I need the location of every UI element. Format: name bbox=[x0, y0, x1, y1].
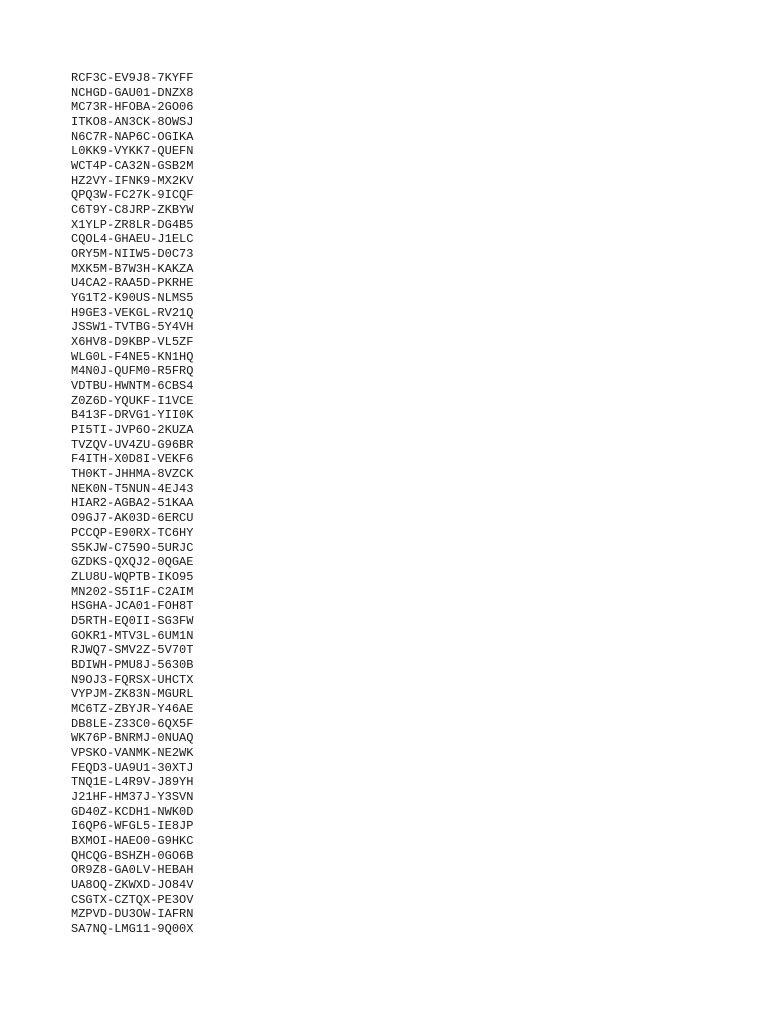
code-line: S5KJW-C759O-5URJC bbox=[71, 540, 194, 555]
code-line: FEQD3-UA9U1-30XTJ bbox=[71, 760, 194, 775]
code-line: N9OJ3-FQRSX-UHCTX bbox=[71, 672, 194, 687]
code-line: J21HF-HM37J-Y3SVN bbox=[71, 789, 194, 804]
code-line: DB8LE-Z33C0-6QX5F bbox=[71, 716, 194, 731]
code-line: RJWQ7-SMV2Z-5V70T bbox=[71, 643, 194, 658]
code-line: X6HV8-D9KBP-VL5ZF bbox=[71, 335, 194, 350]
code-line: X1YLP-ZR8LR-DG4B5 bbox=[71, 217, 194, 232]
code-line: N6C7R-NAP6C-OGIKA bbox=[71, 129, 194, 144]
code-line: ZLU8U-WQPTB-IKO95 bbox=[71, 569, 194, 584]
code-line: RCF3C-EV9J8-7KYFF bbox=[71, 71, 194, 85]
code-line: NEK0N-T5NUN-4EJ43 bbox=[71, 481, 194, 496]
code-line: D5RTH-EQ0II-SG3FW bbox=[71, 613, 194, 628]
code-line: TNQ1E-L4R9V-J89YH bbox=[71, 775, 194, 790]
code-line: GOKR1-MTV3L-6UM1N bbox=[71, 628, 194, 643]
code-line: HZ2VY-IFNK9-MX2KV bbox=[71, 173, 194, 188]
code-line: MN202-S5I1F-C2AIM bbox=[71, 584, 194, 599]
code-line: C6T9Y-C8JRP-ZKBYW bbox=[71, 203, 194, 218]
code-line: WLG0L-F4NE5-KN1HQ bbox=[71, 349, 194, 364]
code-line: YG1T2-K90US-NLMS5 bbox=[71, 291, 194, 306]
code-line: UA8OQ-ZKWXD-JO84V bbox=[71, 877, 194, 892]
code-line: HSGHA-JCA01-FOH8T bbox=[71, 599, 194, 614]
code-line: MXK5M-B7W3H-KAKZA bbox=[71, 261, 194, 276]
code-line: OR9Z8-GA0LV-HEBAH bbox=[71, 863, 194, 878]
code-line: NCHGD-GAU01-DNZX8 bbox=[71, 85, 194, 100]
code-line: WCT4P-CA32N-GSB2M bbox=[71, 159, 194, 174]
code-line: TVZQV-UV4ZU-G96BR bbox=[71, 437, 194, 452]
code-line: M4N0J-QUFM0-R5FRQ bbox=[71, 364, 194, 379]
code-line: GD40Z-KCDH1-NWK0D bbox=[71, 804, 194, 819]
code-line: MZPVD-DU3OW-IAFRN bbox=[71, 907, 194, 922]
code-list bbox=[71, 71, 193, 937]
code-line: SA7NQ-LMG11-9Q00X bbox=[71, 921, 194, 936]
code-line: O9GJ7-AK03D-6ERCU bbox=[71, 511, 194, 526]
code-line: I6QP6-WFGL5-IE8JP bbox=[71, 819, 194, 834]
code-line: ORY5M-NIIW5-D0C73 bbox=[71, 247, 194, 262]
code-line: QPQ3W-FC27K-9ICQF bbox=[71, 188, 194, 203]
code-line: HIAR2-AGBA2-51KAA bbox=[71, 496, 194, 511]
code-line: JSSW1-TVTBG-5Y4VH bbox=[71, 320, 194, 335]
code-line: CQOL4-GHAEU-J1ELC bbox=[71, 232, 194, 247]
code-line: L0KK9-VYKK7-QUEFN bbox=[71, 144, 194, 159]
code-line: U4CA2-RAA5D-PKRHE bbox=[71, 276, 194, 291]
code-line: MC73R-HFOBA-2GO06 bbox=[71, 100, 194, 115]
code-line: PCCQP-E90RX-TC6HY bbox=[71, 525, 194, 540]
code-line: H9GE3-VEKGL-RV21Q bbox=[71, 305, 194, 320]
code-line: BXMOI-HAEO0-G9HKC bbox=[71, 833, 194, 848]
code-line: VDTBU-HWNTM-6CBS4 bbox=[71, 379, 194, 394]
code-line: Z0Z6D-YQUKF-I1VCE bbox=[71, 393, 194, 408]
code-line: VPSKO-VANMK-NE2WK bbox=[71, 745, 194, 760]
code-line: F4ITH-X0D8I-VEKF6 bbox=[71, 452, 194, 467]
code-line: TH0KT-JHHMA-8VZCK bbox=[71, 467, 194, 482]
code-line: QHCQG-BSHZH-0GO6B bbox=[71, 848, 194, 863]
code-line: WK76P-BNRMJ-0NUAQ bbox=[71, 731, 194, 746]
code-line: VYPJM-ZK83N-MGURL bbox=[71, 687, 194, 702]
code-line: CSGTX-CZTQX-PE3OV bbox=[71, 892, 194, 907]
code-line: BDIWH-PMU8J-5630B bbox=[71, 657, 194, 672]
code-line: B413F-DRVG1-YII0K bbox=[71, 408, 194, 423]
code-line: PI5TI-JVP6O-2KUZA bbox=[71, 423, 194, 438]
code-line: ITKO8-AN3CK-8OWSJ bbox=[71, 115, 194, 130]
code-line: GZDKS-QXQJ2-0QGAE bbox=[71, 555, 194, 570]
code-line: MC6TZ-ZBYJR-Y46AE bbox=[71, 701, 194, 716]
